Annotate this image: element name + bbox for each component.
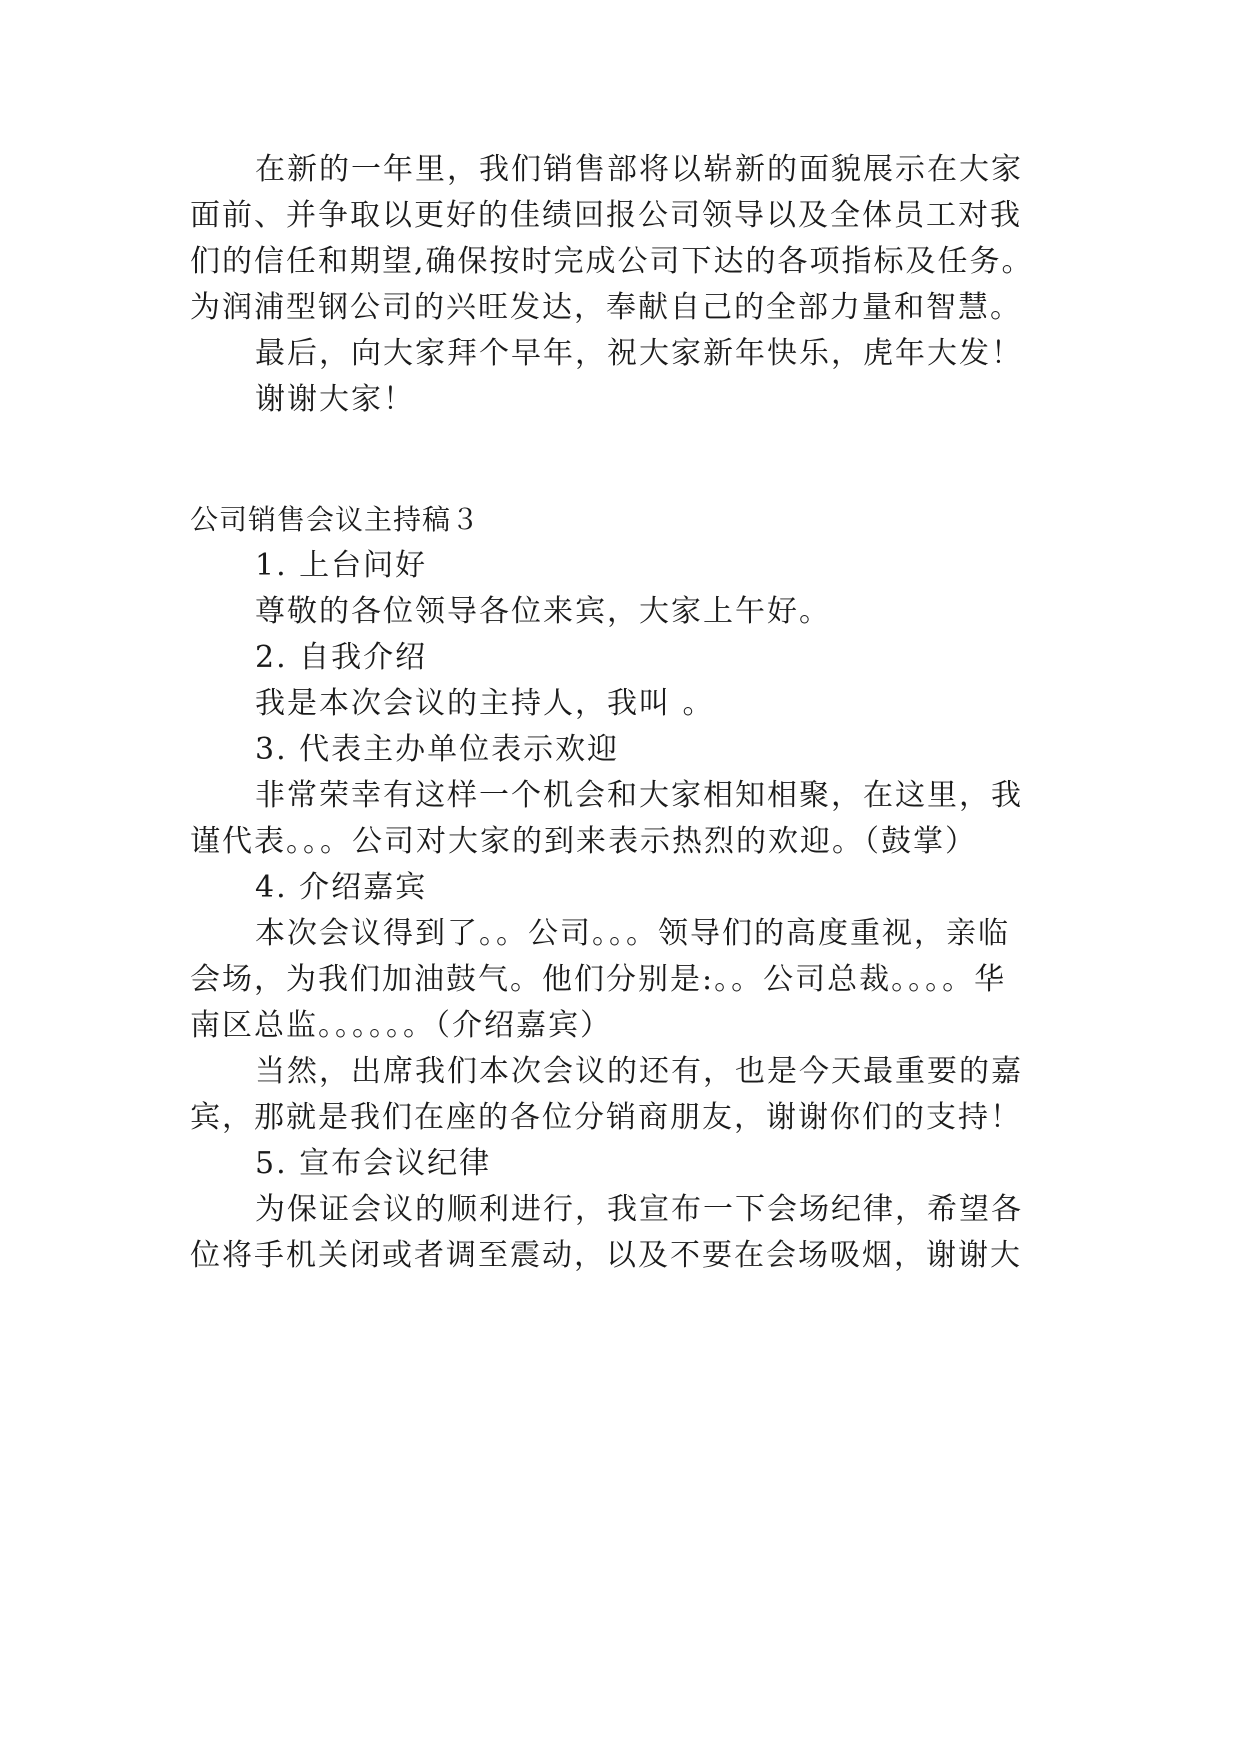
list-heading: 4. 介绍嘉宾	[255, 870, 428, 905]
paragraph-line: 最后，向大家拜个早年，祝大家新年快乐，虎年大发！	[255, 336, 1023, 371]
paragraph-line: 宾，那就是我们在座的各位分销商朋友，谢谢你们的支持！	[190, 1100, 1022, 1135]
paragraph-line: 面前、并争取以更好的佳绩回报公司领导以及全体员工对我	[190, 198, 1022, 233]
paragraph-line: 们的信任和期望,确保按时完成公司下达的各项指标及任务。	[190, 244, 1034, 279]
paragraph-line: 谨代表。。。公司对大家的到来表示热烈的欢迎。（鼓掌）	[190, 824, 977, 859]
paragraph-line: 尊敬的各位领导各位来宾，大家上午好。	[255, 594, 831, 629]
paragraph-line: 谢谢大家！	[255, 382, 415, 417]
paragraph-line: 当然，出席我们本次会议的还有，也是今天最重要的嘉	[255, 1054, 1023, 1089]
paragraph-line: 会场，为我们加油鼓气。他们分别是:。。公司总裁。。。。华	[190, 962, 1007, 997]
paragraph-line: 位将手机关闭或者调至震动，以及不要在会场吸烟，谢谢大	[190, 1238, 1022, 1273]
list-heading: 5. 宣布会议纪律	[255, 1146, 492, 1181]
list-heading: 2. 自我介绍	[255, 640, 428, 675]
paragraph-line: 本次会议得到了。。公司。。。领导们的高度重视，亲临	[255, 916, 1010, 951]
paragraph-line: 南区总监。。。。。。（介绍嘉宾）	[190, 1008, 612, 1043]
paragraph-line: 非常荣幸有这样一个机会和大家相知相聚，在这里，我	[255, 778, 1023, 813]
paragraph-line: 在新的一年里，我们销售部将以崭新的面貌展示在大家	[255, 152, 1023, 187]
paragraph-line: 我是本次会议的主持人，我叫 。	[255, 686, 715, 721]
paragraph-line: 为保证会议的顺利进行，我宣布一下会场纪律，希望各	[255, 1192, 1023, 1227]
list-heading: 1. 上台问好	[255, 548, 428, 583]
section-title: 公司销售会议主持稿３	[190, 503, 481, 536]
paragraph-line: 为润浦型钢公司的兴旺发达，奉献自己的全部力量和智慧。	[190, 290, 1022, 325]
list-heading: 3. 代表主办单位表示欢迎	[255, 732, 620, 767]
